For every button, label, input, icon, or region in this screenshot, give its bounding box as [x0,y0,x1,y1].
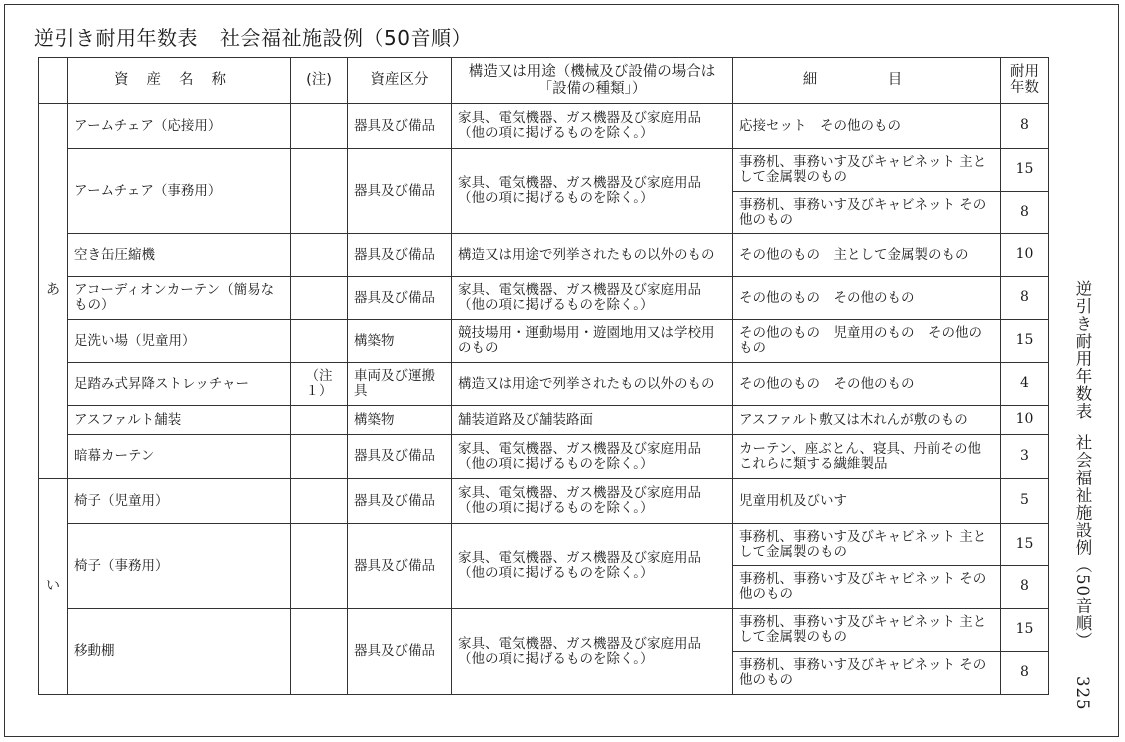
asset-use: 家具、電気機器、ガス機器及び家庭用品（他の項に掲げるものを除く。） [452,149,733,234]
useful-life-years: 15 [1001,524,1049,566]
asset-category: 器具及び備品 [348,435,452,479]
asset-category: 構築物 [348,406,452,435]
asset-note [291,524,348,609]
title-main: 逆引き耐用年数表 [34,26,198,50]
table-row [39,363,1049,406]
asset-name: 移動棚 [68,609,291,695]
asset-note: （注１） [291,363,348,406]
asset-note [291,149,348,234]
asset-name: 足洗い場（児童用） [68,320,291,363]
asset-detail: 事務机、事務いす及びキャビネット その他のもの [733,652,1001,695]
title-sub: 社会福祉施設例（50音順） [220,26,472,50]
asset-category: 器具及び備品 [348,149,452,234]
table-row [39,149,1049,192]
asset-name: アームチェア（応接用） [68,104,291,149]
asset-detail: アスファルト敷又は木れんが敷のもの [733,406,1001,435]
asset-name: アスファルト舗装 [68,406,291,435]
table-header-row [39,58,1049,104]
asset-detail: 応接セット その他のもの [733,104,1001,149]
asset-use: 構造又は用途で列挙されたもの以外のもの [452,363,733,406]
table-row [39,320,1049,363]
asset-category: 器具及び備品 [348,104,452,149]
table-body [39,104,1049,695]
asset-category: 器具及び備品 [348,524,452,609]
useful-life-years: 3 [1001,435,1049,479]
table-row [39,479,1049,524]
asset-use: 家具、電気機器、ガス機器及び家庭用品（他の項に掲げるものを除く。） [452,435,733,479]
useful-life-years: 8 [1001,192,1049,234]
asset-note [291,435,348,479]
useful-life-years: 8 [1001,652,1049,695]
useful-life-years: 15 [1001,320,1049,363]
asset-detail: その他のもの 主として金属製のもの [733,234,1001,277]
page-title [34,22,472,51]
header-category: 資産区分 [348,58,452,104]
header-asset-name: 資産名称 [68,58,291,104]
table-row [39,104,1049,149]
asset-name: アコーディオンカーテン（簡易なもの） [68,277,291,320]
asset-detail: 事務机、事務いす及びキャビネット 主として金属製のもの [733,524,1001,566]
asset-name: 椅子（事務用） [68,524,291,609]
table-row [39,277,1049,320]
asset-category: 構築物 [348,320,452,363]
useful-life-years: 15 [1001,149,1049,192]
asset-category: 器具及び備品 [348,277,452,320]
asset-detail: 事務机、事務いす及びキャビネット その他のもの [733,566,1001,609]
asset-use: 構造又は用途で列挙されたもの以外のもの [452,234,733,277]
asset-detail: 児童用机及びいす [733,479,1001,524]
useful-life-years: 4 [1001,363,1049,406]
useful-life-years: 10 [1001,234,1049,277]
asset-detail: 事務机、事務いす及びキャビネット その他のもの [733,192,1001,234]
asset-use: 家具、電気機器、ガス機器及び家庭用品（他の項に掲げるものを除く。） [452,524,733,609]
header-use: 構造又は用途（機械及び設備の場合は「設備の種類」） [452,58,733,104]
asset-detail: その他のもの その他のもの [733,363,1001,406]
asset-category: 器具及び備品 [348,234,452,277]
asset-detail: その他のもの その他のもの [733,277,1001,320]
asset-use: 舗装道路及び舗装路面 [452,406,733,435]
table-row [39,609,1049,652]
asset-name: 空き缶圧縮機 [68,234,291,277]
side-subtitle: 社会福祉施設例（50音順） [1073,434,1092,650]
asset-category: 器具及び備品 [348,609,452,695]
header-years: 耐用年数 [1001,58,1049,104]
useful-life-years: 8 [1001,277,1049,320]
asset-note [291,479,348,524]
asset-detail: その他のもの 児童用のもの その他のもの [733,320,1001,363]
asset-use: 家具、電気機器、ガス機器及び家庭用品（他の項に掲げるものを除く。） [452,277,733,320]
asset-detail: 事務机、事務いす及びキャビネット 主として金属製のもの [733,609,1001,652]
asset-detail: カーテン、座ぶとん、寝具、丹前その他これらに類する繊維製品 [733,435,1001,479]
asset-category: 器具及び備品 [348,479,452,524]
kana-index: い [39,479,68,695]
asset-use: 競技場用・運動場用・遊園地用又は学校用のもの [452,320,733,363]
asset-note [291,234,348,277]
asset-name: 椅子（児童用） [68,479,291,524]
useful-life-years: 8 [1001,566,1049,609]
asset-detail: 事務机、事務いす及びキャビネット 主として金属製のもの [733,149,1001,192]
asset-note [291,609,348,695]
useful-life-years: 8 [1001,104,1049,149]
page-number: 325 [1073,675,1092,710]
side-title: 逆引き耐用年数表 [1073,280,1092,420]
asset-use: 家具、電気機器、ガス機器及び家庭用品（他の項に掲げるものを除く。） [452,479,733,524]
useful-life-table [38,57,1049,695]
asset-note [291,277,348,320]
header-kana-cell [39,58,68,104]
header-detail: 細 目 [733,58,1001,104]
table-row [39,524,1049,566]
asset-note [291,320,348,363]
asset-name: 足踏み式昇降ストレッチャー [68,363,291,406]
header-note: (注) [291,58,348,104]
asset-use: 家具、電気機器、ガス機器及び家庭用品（他の項に掲げるものを除く。） [452,104,733,149]
asset-category: 車両及び運搬具 [348,363,452,406]
asset-name: アームチェア（事務用） [68,149,291,234]
useful-life-years: 5 [1001,479,1049,524]
side-running-head [1070,280,1094,710]
table-row [39,234,1049,277]
asset-name: 暗幕カーテン [68,435,291,479]
useful-life-years: 15 [1001,609,1049,652]
table-row [39,406,1049,435]
asset-note [291,104,348,149]
asset-use: 家具、電気機器、ガス機器及び家庭用品（他の項に掲げるものを除く。） [452,609,733,695]
asset-note [291,406,348,435]
kana-index: あ [39,104,68,479]
table-row [39,435,1049,479]
useful-life-years: 10 [1001,406,1049,435]
